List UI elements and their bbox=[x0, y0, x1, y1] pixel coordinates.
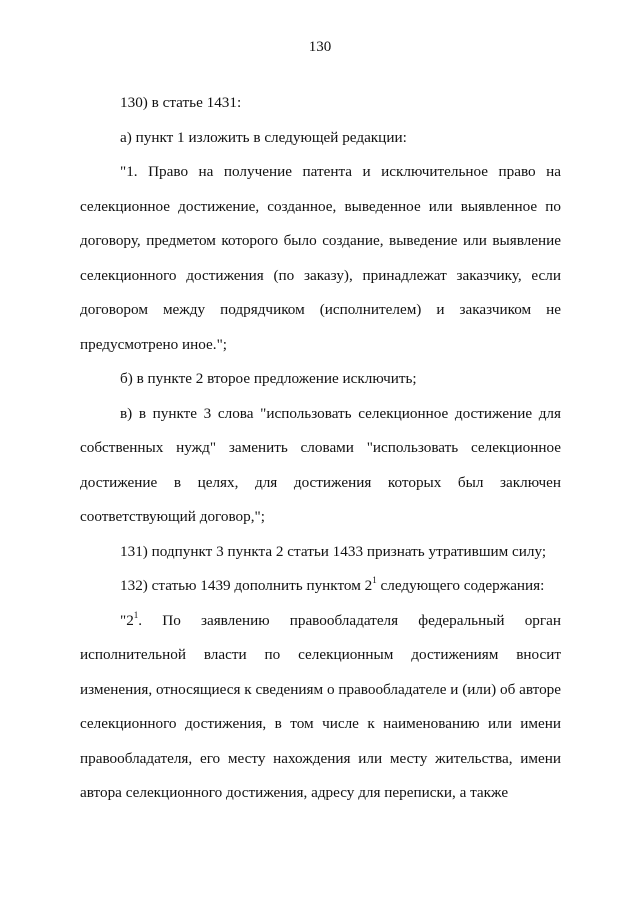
paragraph-2-1-text-end: . По заявлению правообладателя федеральный орган исполнительной власти по селекционным достижениям вносит изменения, относящиеся к сведениям о правообладателе и (или) об авторе селекционного достижения, в том числе к наименованию или имени правообладателя, его месту нахождения или месту жительства, имени автора селекционного достижения, адресу для переписки, а также bbox=[80, 611, 561, 801]
paragraph-132-text-end: следующего содержания: bbox=[376, 577, 545, 594]
paragraph-2-1-superscript: 1 bbox=[133, 609, 139, 620]
paragraph-2-1-quote bbox=[80, 604, 561, 811]
paragraph-131: 131) подпункт 3 пункта 2 статьи 1433 признать утратившим силу; bbox=[120, 542, 547, 560]
paragraph-2-1-text-start: "2 bbox=[120, 611, 134, 629]
paragraph-132-text-start: 132) статью 1439 дополнить пунктом 2 bbox=[120, 577, 373, 594]
document-body bbox=[80, 86, 561, 811]
paragraph-130: 130) в статье 1431: bbox=[120, 94, 242, 111]
paragraph-130b: б) в пункте 2 второе предложение исключить; bbox=[120, 370, 417, 387]
paragraph-130a: а) пункт 1 изложить в следующей редакции: bbox=[120, 128, 407, 146]
page-number: 130 bbox=[308, 39, 332, 55]
paragraph-130a-quote: "1. Право на получение патента и исключительное право на селекционное достижение, созданное, выведенное или выявленное по договору, предметом которого было создание, выведение или выявление селекционного достижения (по заказу), принадлежат заказчику, если договором между подрядчиком (исполнителем) и заказчиком не предусмотрено иное."; bbox=[80, 163, 561, 353]
paragraph-132 bbox=[80, 569, 561, 604]
paragraph-132-superscript: 1 bbox=[372, 575, 377, 585]
paragraph-130v: в) в пункте 3 слова "использовать селекционное достижение для собственных нужд" заменить словами "использовать селекционное достижение в целях, для достижения которых был заключен соответствующий договор,"; bbox=[80, 404, 561, 525]
